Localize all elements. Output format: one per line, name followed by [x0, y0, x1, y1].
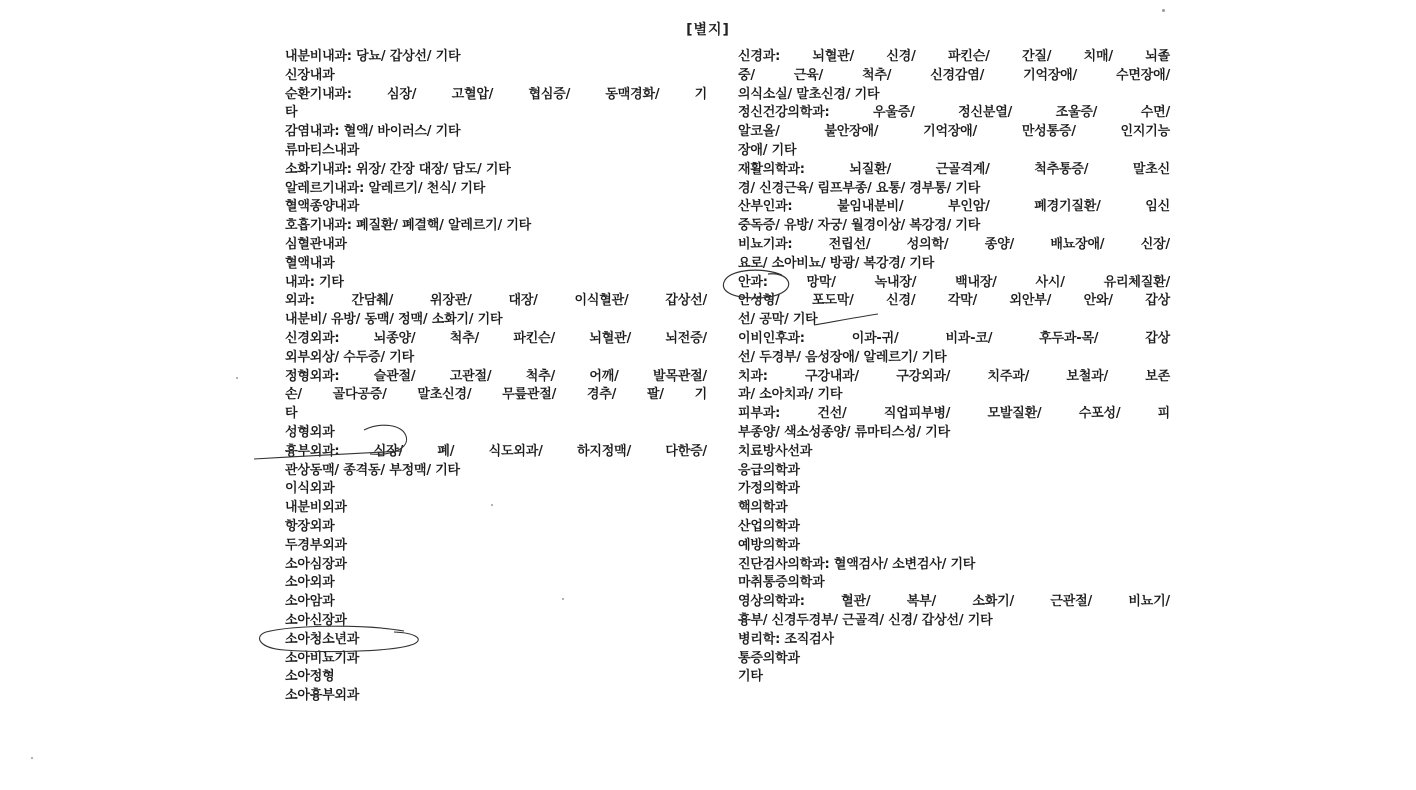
text-line: 마취통증의학과	[738, 575, 825, 591]
text-line: 알레르기내과: 알레르기/ 천식/ 기타	[285, 180, 486, 196]
scan-speck	[236, 377, 238, 379]
text-line: 류마티스내과	[285, 142, 360, 158]
text-line: 의식소실/ 말초신경/ 기타	[738, 86, 880, 102]
text-line: 감염내과: 혈액/ 바이러스/ 기타	[285, 124, 461, 140]
text-line: 내과: 기타	[285, 274, 344, 290]
text-line: 경/ 신경근육/ 림프부종/ 요통/ 경부통/ 기타	[738, 180, 981, 196]
text-line: 타	[285, 105, 298, 121]
text-line: 선/ 두경부/ 음성장애/ 알레르기/ 기타	[738, 349, 947, 365]
text-line: 관상동맥/ 종격동/ 부정맥/ 기타	[285, 462, 460, 478]
right-column	[738, 48, 1170, 687]
text-line: 예방의학과	[738, 537, 800, 553]
text-line: 안성형/ 포도막/ 신경/ 각막/ 외안부/ 안와/ 갑상	[738, 293, 1170, 309]
text-line: 심혈관내과	[285, 236, 347, 252]
text-line: 소아정형	[285, 669, 335, 685]
text-line: 이비인후과: 이과-귀/ 비과-코/ 후두과-목/ 갑상	[738, 330, 1170, 346]
text-line: 부종양/ 색소성종양/ 류마티스성/ 기타	[738, 424, 950, 440]
text-line: 신경외과: 뇌종양/ 척추/ 파킨슨/ 뇌혈관/ 뇌전증/	[285, 330, 707, 346]
text-line: 외부외상/ 수두증/ 기타	[285, 349, 414, 365]
text-line: 두경부외과	[285, 537, 347, 553]
text-line: 소아외과	[285, 575, 335, 591]
scan-speck	[491, 504, 493, 506]
text-line: 소화기내과: 위장/ 간장 대장/ 담도/ 기타	[285, 161, 511, 177]
text-line: 중/ 근육/ 척추/ 신경감염/ 기억장애/ 수면장애/	[738, 67, 1170, 83]
text-line: 혈액내과	[285, 255, 335, 271]
text-line: 내분비/ 유방/ 동맥/ 정맥/ 소화기/ 기타	[285, 312, 503, 328]
text-line: 소아비뇨기과	[285, 650, 360, 666]
text-line: 내분비외과	[285, 500, 347, 516]
scan-speck	[31, 757, 33, 759]
scan-speck	[1162, 9, 1165, 12]
text-line: 소아신장과	[285, 612, 347, 628]
text-line: 장애/ 기타	[738, 142, 797, 158]
text-line: 순환기내과: 심장/ 고혈압/ 협심증/ 동맥경화/ 기	[285, 86, 707, 102]
text-line: 신장내과	[285, 67, 335, 83]
text-line: 중독증/ 유방/ 자궁/ 월경이상/ 복강경/ 기타	[738, 218, 981, 234]
text-line: 항장외과	[285, 518, 335, 534]
text-line: 흉부/ 신경두경부/ 근골격/ 신경/ 갑상선/ 기타	[738, 612, 993, 628]
text-line: 안과: 망막/ 녹내장/ 백내장/ 사시/ 유리체질환/	[738, 274, 1170, 290]
text-line: 흉부외과: 심장/ 폐/ 식도외과/ 하지정맥/ 다한증/	[285, 443, 707, 459]
text-line: 소아흉부외과	[285, 688, 360, 704]
text-line: 영상의학과: 혈관/ 복부/ 소화기/ 근관절/ 비뇨기/	[738, 594, 1170, 610]
text-line: 이식외과	[285, 481, 335, 497]
text-line: 산업의학과	[738, 518, 800, 534]
text-line: 핵의학과	[738, 500, 788, 516]
text-line: 소아암과	[285, 594, 335, 610]
text-line: 산부인과: 불임내분비/ 부인암/ 폐경기질환/ 임신	[738, 199, 1170, 215]
text-line: 혈액종양내과	[285, 199, 360, 215]
text-line: 진단검사의학과: 혈액검사/ 소변검사/ 기타	[738, 556, 976, 572]
text-line: 치료방사선과	[738, 443, 813, 459]
text-line: 호흡기내과: 폐질환/ 폐결핵/ 알레르기/ 기타	[285, 218, 532, 234]
page-title: [별지]	[686, 22, 730, 38]
text-line: 선/ 공막/ 기타	[738, 312, 818, 328]
text-line: 소아청소년과	[285, 631, 360, 647]
text-line: 성형외과	[285, 424, 335, 440]
text-line: 요로/ 소아비뇨/ 방광/ 복강경/ 기타	[738, 255, 935, 271]
text-line: 타	[285, 406, 298, 422]
text-line: 피부과: 건선/ 직업피부병/ 모발질환/ 수포성/ 피	[738, 406, 1170, 422]
text-line: 응급의학과	[738, 462, 800, 478]
scan-speck	[562, 598, 564, 600]
text-line: 과/ 소아치과/ 기타	[738, 387, 843, 403]
text-line: 치과: 구강내과/ 구강외과/ 치주과/ 보철과/ 보존	[738, 368, 1170, 384]
text-line: 신경과: 뇌혈관/ 신경/ 파킨슨/ 간질/ 치매/ 뇌졸	[738, 49, 1170, 64]
text-line: 기타	[738, 669, 763, 685]
text-line: 재활의학과: 뇌질환/ 근골격계/ 척추통증/ 말초신	[738, 161, 1170, 177]
text-line: 정형외과: 슬관절/ 고관절/ 척추/ 어깨/ 발목관절/	[285, 368, 707, 384]
text-line: 소아심장과	[285, 556, 347, 572]
text-line: 알코올/ 불안장애/ 기억장애/ 만성통증/ 인지기능	[738, 124, 1170, 140]
text-line: 비뇨기과: 전립선/ 성의학/ 종양/ 배뇨장애/ 신장/	[738, 236, 1170, 252]
text-line: 손/ 골다공증/ 말초신경/ 무릎관절/ 경추/ 팔/ 기	[285, 387, 707, 403]
text-line: 정신건강의학과: 우울증/ 정신분열/ 조울증/ 수면/	[738, 105, 1170, 121]
text-line: 외과: 간담췌/ 위장관/ 대장/ 이식혈관/ 갑상선/	[285, 293, 707, 309]
text-line: 통증의학과	[738, 650, 800, 666]
text-line: 가정의학과	[738, 481, 800, 497]
text-line: 내분비내과: 당뇨/ 갑상선/ 기타	[285, 49, 461, 64]
left-column	[285, 48, 707, 706]
text-line: 병리학: 조직검사	[738, 631, 834, 647]
